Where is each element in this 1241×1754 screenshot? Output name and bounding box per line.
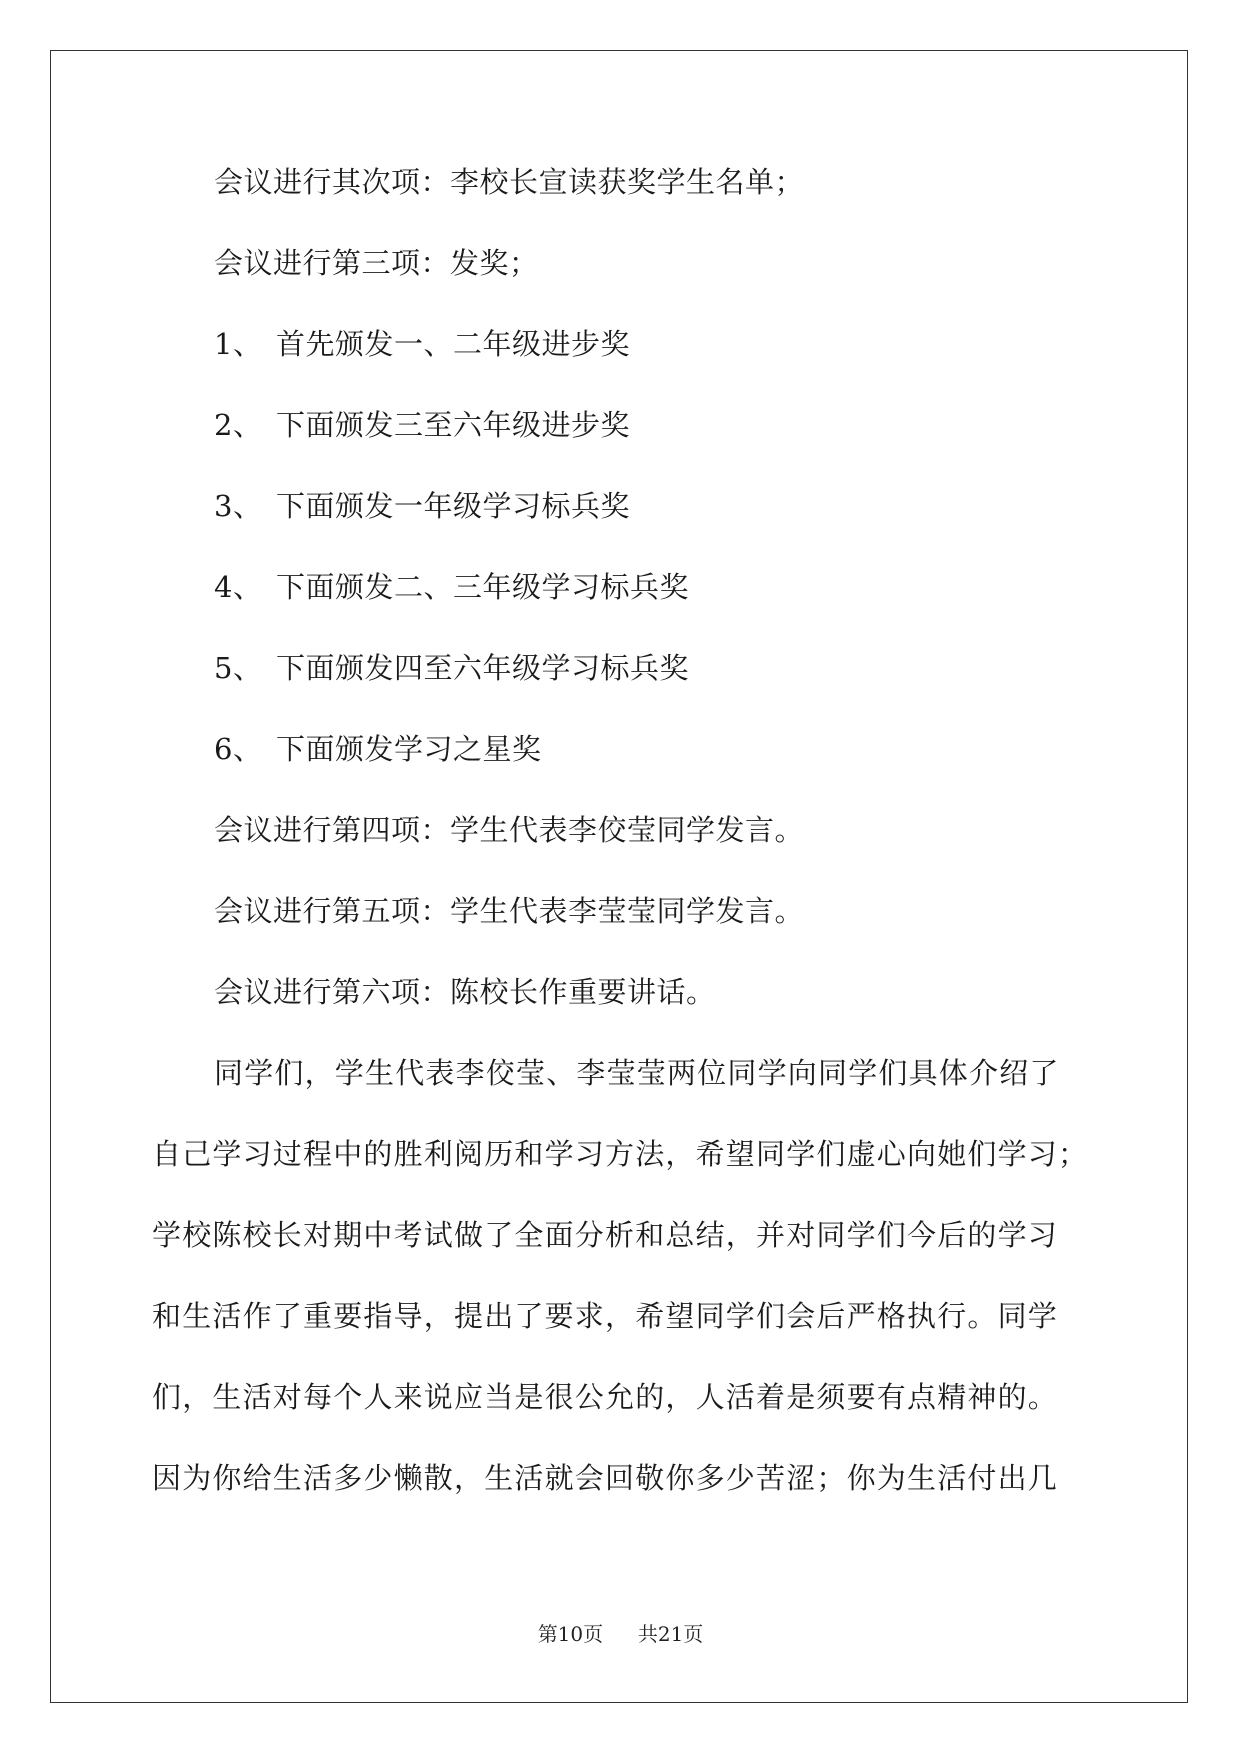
paragraph-text: 会议进行第六项：陈校长作重要讲话。 [214, 975, 716, 1009]
list-item [152, 324, 1088, 405]
list-item-number: 4、 [214, 570, 263, 604]
page-total: 共21页 [637, 1622, 704, 1646]
body-line: 学校陈校长对期中考试做了全面分析和总结，并对同学们今后的学习 [152, 1218, 1059, 1252]
list-item-number: 6、 [214, 732, 263, 766]
list-item-text: 首先颁发一、二年级进步奖 [276, 327, 631, 361]
body-line: 们，生活对每个人来说应当是很公允的，人活着是须要有点精神的。 [152, 1380, 1059, 1414]
body-line: 同学们，学生代表李佼莹、李莹莹两位同学向同学们具体介绍了 [214, 1056, 1060, 1090]
paragraph-line [152, 891, 1088, 972]
body-line: 和生活作了重要指导，提出了要求，希望同学们会后严格执行。同学 [152, 1299, 1059, 1333]
body-line: 因为你给生活多少懒散，生活就会回敬你多少苦涩；你为生活付出几 [152, 1461, 1059, 1495]
list-item [152, 648, 1088, 729]
body-line: 自己学习过程中的胜利阅历和学习方法，希望同学们虚心向她们学习； [152, 1137, 1089, 1171]
paragraph-line [152, 810, 1088, 891]
list-item-text: 下面颁发三至六年级进步奖 [276, 408, 631, 442]
list-item [152, 486, 1088, 567]
list-item-number: 1、 [214, 327, 263, 361]
list-item-text: 下面颁发二、三年级学习标兵奖 [276, 570, 690, 604]
page-footer [0, 1622, 1241, 1646]
paragraph-text: 会议进行第五项：学生代表李莹莹同学发言。 [214, 894, 805, 928]
list-item-number: 2、 [214, 408, 263, 442]
paragraph-line [152, 162, 1088, 243]
list-item-text: 下面颁发一年级学习标兵奖 [276, 489, 631, 523]
document-body [152, 162, 1088, 1539]
list-item-number: 5、 [214, 651, 263, 685]
page-number: 第10页 [537, 1622, 604, 1646]
paragraph-line [152, 972, 1088, 1053]
list-item [152, 567, 1088, 648]
list-item-number: 3、 [214, 489, 263, 523]
body-paragraph [152, 1053, 1088, 1539]
paragraph-text: 会议进行其次项：李校长宣读获奖学生名单； [214, 165, 805, 199]
list-item [152, 405, 1088, 486]
list-item-text: 下面颁发四至六年级学习标兵奖 [276, 651, 690, 685]
paragraph-text: 会议进行第四项：学生代表李佼莹同学发言。 [214, 813, 805, 847]
list-item-text: 下面颁发学习之星奖 [276, 732, 542, 766]
list-item [152, 729, 1088, 810]
paragraph-line [152, 243, 1088, 324]
paragraph-text: 会议进行第三项：发奖； [214, 246, 539, 280]
